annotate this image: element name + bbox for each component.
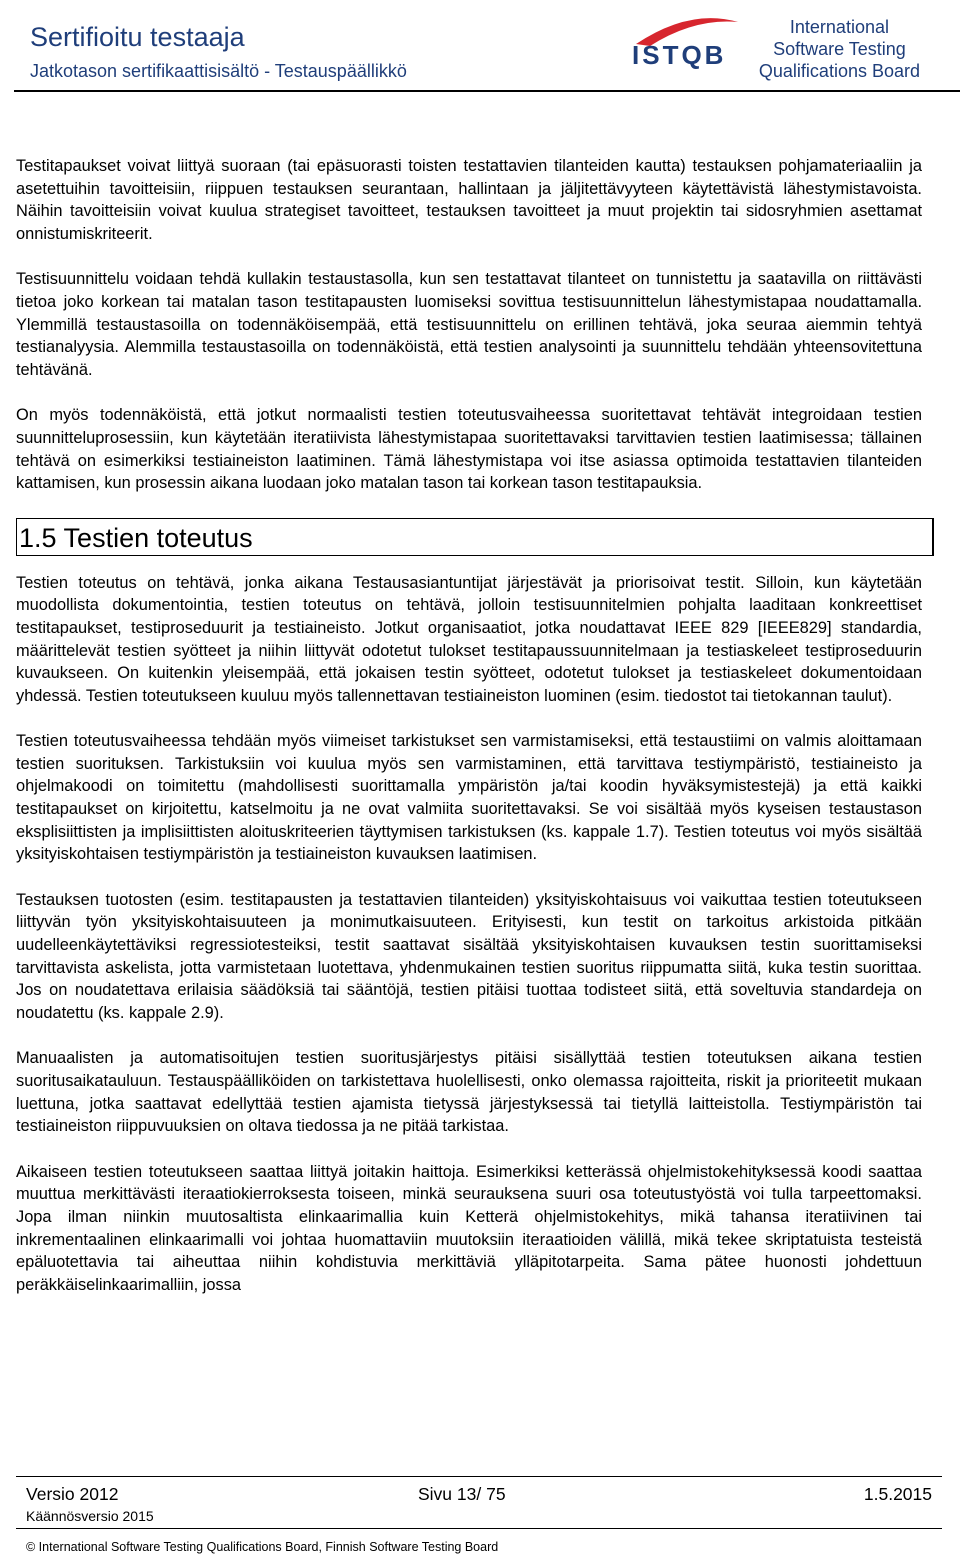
paragraph: Testisuunnittelu voidaan tehdä kullakin testaustasolla, kun sen testattavat tilanteet on tunnistettu ja saatavilla on riittävästi tietoa joko korkean tai matalan tason testitapausten luomiseksi sovittua testisuunnittelun lähestymistapaa noudattamalla. Ylemmillä testaustasoilla on todennäköisempää, että testisuunnittelu on erillinen tehtävä, joka seuraa aiemmin tehtyä testianalyysia. Alemmilla testaustasoilla on todennäköistä, että testien analysointi ja suunnittelu tehdään yhteensovitettuna tehtävänä. — [16, 270, 922, 379]
istqb-logo — [630, 14, 740, 78]
document-title: Sertifioitu testaaja — [30, 22, 245, 52]
paragraph: Testien toteutus on tehtävä, jonka aikana Testausasiantuntijat järjestävät ja priorisoivat testit. Silloin, kun käytetään muodollista dokumentointia, testien toteutus on tehtävä, jolloin testisuunnitelmien pohjalta laaditaan konkreettiset testitapaukset, testiproseduurit ja testiaineisto. Jotkut organisaatiot, jotka noudattavat IEEE 829 [IEEE829] standardia, määrittelevät testien syötteet ja niihin liittyvät odotetut tulokset testitapaussuunnitelmaan ja testiaskeleet testiproseduurin kuvaukseen. On kuitenkin yleisempää, että jokaisen testin syötteet, odotetut tulokset ja testiaskeleet dokumentoidaan yhdessä. Testien toteutukseen kuuluu myös tallennettavan testiaineiston luominen (esim. tiedostot tai tietokannan taulut). — [16, 573, 922, 705]
version-label: Versio 2012 — [26, 1484, 119, 1504]
paragraph: Testauksen tuotosten (esim. testitapausten ja testattavien tilanteiden) yksityiskohtaisuus voi vaikuttaa testien toteutukseen liittyvän työn yksityiskohtaisuuteen ja monimutkaisuuteen. Erityisesti, kun testit on tarkoitus arkistoida pitkään uudelleenkäytettäviksi regressiotesteiksi, testit saattavat sisältää yksityiskohtaisen kuvauksen testin suorittamiseksi tarvittavista askelista, jotta varmistetaan luotettava, yhdenmukainen testien suoritus riippumatta siitä, kuka testin suorittaa. Jos on noudatettava erilaisia säädöksiä tai sääntöjä, testien pitäisi tuottaa todisteet siitä, että soveltuvia standardeja on noudatettu (ks. kappale 2.9). — [16, 890, 922, 1022]
paragraph: Aikaiseen testien toteutukseen saattaa liittyä joitakin haittoja. Esimerkiksi ketterässä ohjelmistokehityksessä koodi saattaa muuttua merkittävästi iteraatiokierroksesta toiseen, minkä seurauksena suuri osa toteutustyöstä voi tulla tarpeettomaksi. Jopa ilman niinkin muutosaltista elinkaarimallia kuin Ketterä ohjelmistokehitys, mikä tahansa iteratiivinen tai inkrementaalinen elinkaarimalli voi johtaa huomattaviin muutoksiin iteraatioiden välillä, mikä tekee skriptatuista testeistä epäluotettavia tai aiheuttaa niihin kohdistuvia merkittäviä ylläpitotarpeita. Sama pätee huonosti johdettuun peräkkäiselinkaarimalliin, jossa — [16, 1162, 922, 1294]
header-divider — [14, 90, 960, 92]
org-line-3: Qualifications Board — [758, 61, 920, 81]
document-subtitle: Jatkotason sertifikaattisisältö - Testauspäällikkö — [30, 61, 407, 81]
org-line-2: Software Testing — [773, 39, 906, 59]
page-footer — [0, 1470, 960, 1560]
document-date: 1.5.2015 — [863, 1484, 932, 1504]
page-header — [0, 0, 960, 95]
paragraph: Testitapaukset voivat liittyä suoraan (tai epäsuorasti toisten testattavien tilanteiden kautta) testauksen pohjamateriaaliin ja asetettuihin tavoitteisiin, riippuen testauksen seurantaan, hallintaan ja jäljitettävyyteen käytettävistä lähestymistavoista. Näihin tavoitteisiin voivat kuulua strategiset tavoitteet, testauksen tavoitteet ja muut projektin tai sidosryhmien asettamat onnistumiskriteerit. — [16, 157, 922, 243]
section-heading: 1.5 Testien toteutus — [16, 518, 934, 556]
copyright-notice: © International Software Testing Qualifications Board, Finnish Software Testing Board — [26, 1540, 499, 1554]
document-body — [16, 155, 922, 1319]
footer-divider-top — [16, 1476, 942, 1477]
org-line-1: International — [789, 17, 889, 37]
logo-text: ISTQB — [632, 40, 727, 70]
paragraph: On myös todennäköistä, että jotkut normaalisti testien toteutusvaiheessa suoritettavat tehtävät integroidaan testien suunnitteluprosessiin, kun käytetään iteratiivista lähestymistapaa suoritettavaksi tarvittavien testien laatimisessa; tällainen tehtävä on esimerkiksi testiaineiston laatiminen. Tämä lähestymistapa voi itse asiassa optimoida testattavien tilanteiden kattamisen, kun prosessin aikana luodaan joko matalan tason tai korkean tason testitapauksia. — [16, 406, 922, 493]
paragraph: Manuaalisten ja automatisoitujen testien suoritusjärjestys pitäisi sisällyttää testien toteutuksen aikana testien suoritusaikatauluun. Testauspäälliköiden on tarkistettava huolellisesti, onko olemassa rajoitteita, riskit ja prioriteetit mukaan luettuna, jotka saattavat edellyttää testien ajamista tietyssä järjestyksessä tai tietyllä laitteistolla. Testiympäristön tai testiaineiston riippuvuuksien on oltava tiedossa ja ne pitää tarkistaa. — [16, 1049, 922, 1136]
translation-version: Käännösversio 2015 — [26, 1508, 154, 1524]
footer-divider-bottom — [16, 1528, 942, 1529]
org-name — [759, 16, 920, 82]
page-number: Sivu 13/ 75 — [418, 1484, 506, 1504]
paragraph: Testien toteutusvaiheessa tehdään myös viimeiset tarkistukset sen varmistamiseksi, että testaustiimi on valmis aloittamaan testien suorituksen. Tarkistuksiin voi kuulua myös sen varmistaminen, että tarvittava testiympäristö, testiaineisto ja ohjelmakoodi on toimitettu (mahdollisesti suorittamalla ympäristön ja/tai koodin hyväksymistestejä) ja että kaikki testitapaukset on kirjoitettu, katselmoitu ja ne ovat valmiita suoritettavaksi. Se voi sisältää myös kyseisen testaustason eksplisiittisten ja implisiittisten aloituskriteerien täyttymisen tarkistuksen (ks. kappale 1.7). Testien toteutus voi myös sisältää yksityiskohtaisen testiympäristön ja testiaineiston kuvauksen laatimisen. — [16, 732, 922, 864]
